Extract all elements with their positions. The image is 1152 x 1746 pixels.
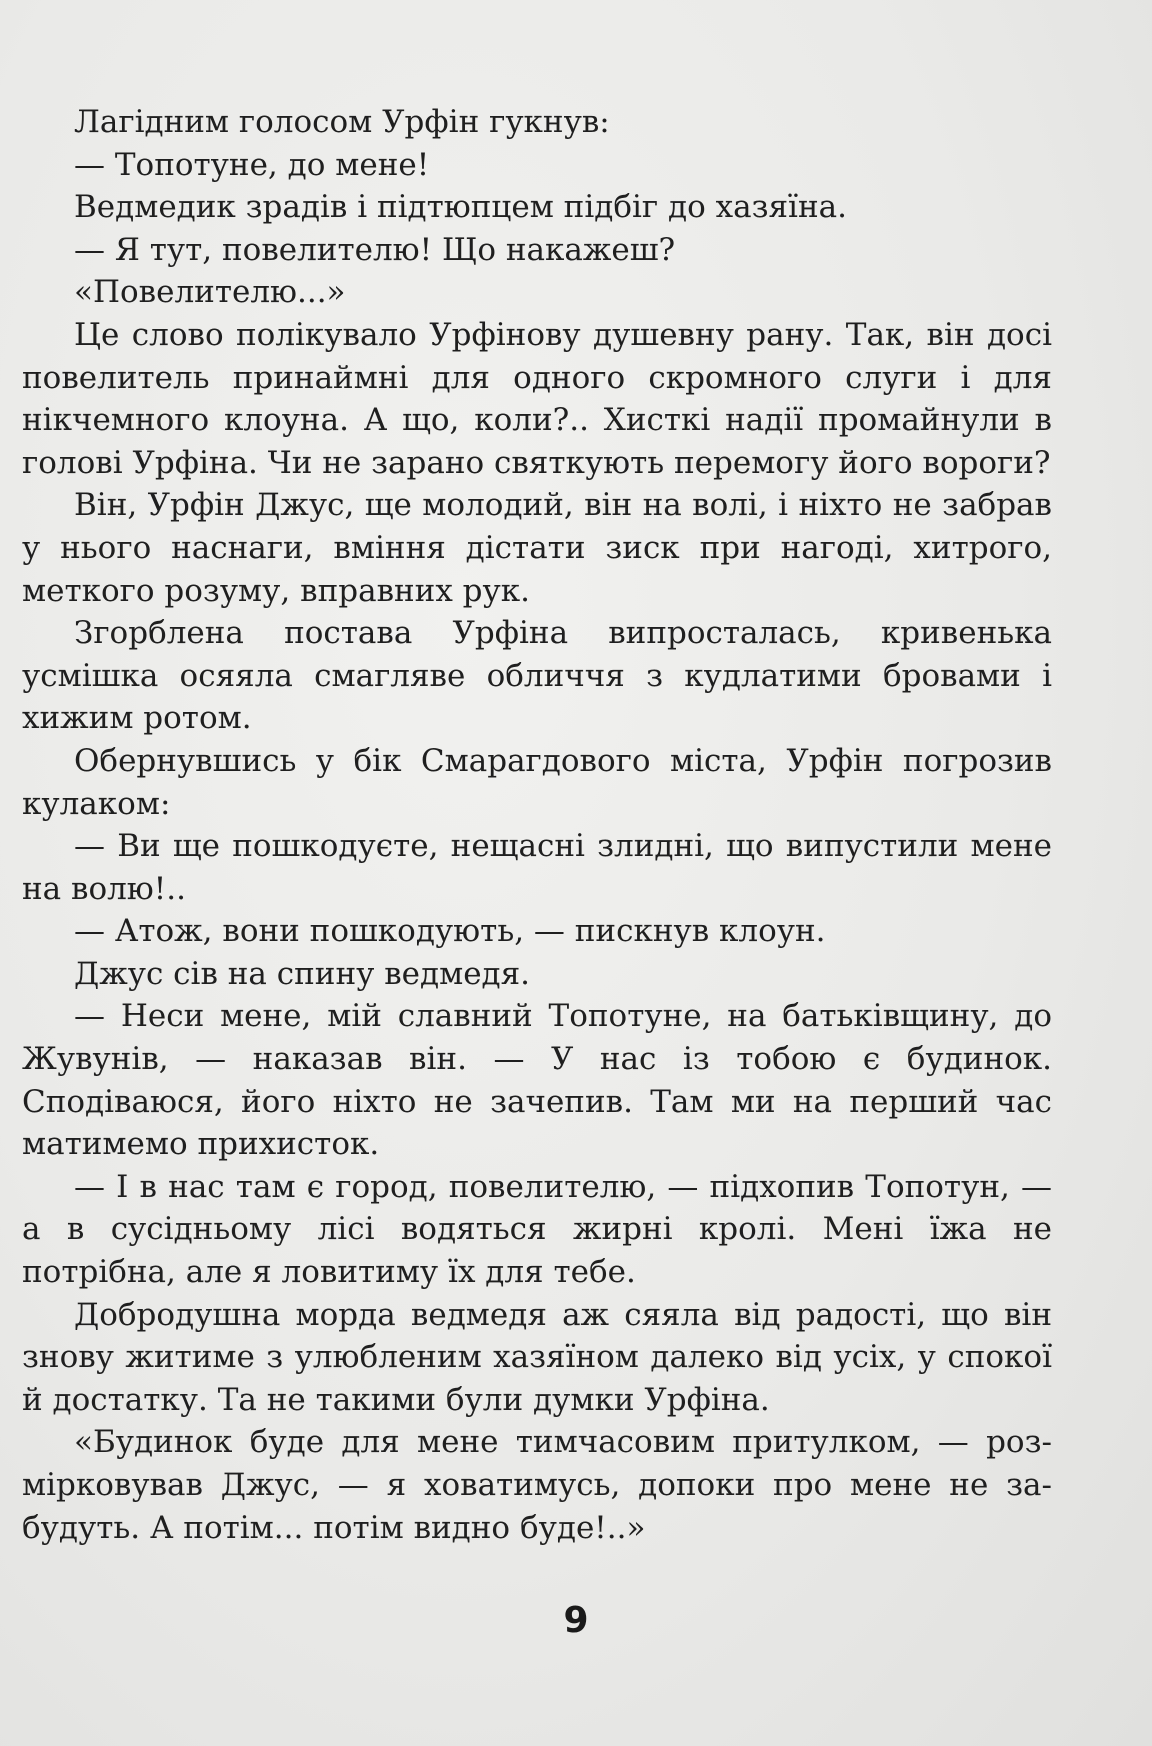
paragraph: — Топотуне, до мене! xyxy=(74,146,430,183)
paragraph: Він, Урфін Джус, ще молодий, він на волі, і ніхто не забрав у нього наснаги, вміння дістати зиск при нагоді, хитрого, меткого розуму, вправних рук. xyxy=(22,487,1052,609)
paragraph: Джус сів на спину ведмедя. xyxy=(74,955,531,992)
paragraph: — Неси мене, мій славний Топотуне, на батьківщину, до Жувунів, — наказав він. — У нас із тобою є будинок. Сподіваюся, його ніхто не зачепив. Там ми на перший час матимемо прихисток. xyxy=(22,998,1052,1163)
paragraph: — Атож, вони пошкодують, — пискнув клоун. xyxy=(74,913,826,950)
paragraph: Це слово полікувало Урфінову душевну рану. Так, він досі повелитель принаймні для одного скромного слуги і для нікчемного клоуна. А що, коли?.. Хисткі надії промайнули в голові Урфіна. Чи не зарано святкують перемогу його вороги? xyxy=(22,316,1052,481)
paragraph: — Ви ще пошкодуєте, нещасні злидні, що випустили мене на волю!.. xyxy=(22,828,1052,907)
paragraph: Обернувшись у бік Смарагдового міста, Урфін погрозив кулаком: xyxy=(22,742,1052,822)
page-number: 9 xyxy=(563,1600,589,1641)
paragraph: Ведмедик зрадів і підтюпцем підбіг до хазяїна. xyxy=(74,189,847,226)
paragraph: — І в нас там є город, повелителю, — підхопив Топотун, — а в сусідньому лісі водяться жирні кролі. Мені їжа не потрібна, але я ловитиму їх для тебе. xyxy=(22,1168,1052,1291)
paragraph: «Будинок буде для мене тимчасовим притулком, — розмірковував Джус, — я ховатимусь, допоки про мене не забудуть. А потім... потім видно буде!..» xyxy=(22,1424,1052,1546)
paragraph: — Я тут, повелителю! Що накажеш? xyxy=(74,231,676,268)
paragraph: Лагідним голосом Урфін гукнув: xyxy=(74,104,610,140)
body-text xyxy=(22,101,1052,1549)
paragraph: Згорблена постава Урфіна випросталась, кривенька усмішка осяяла смагляве обличчя з кудлатими бровами і хижим ротом. xyxy=(22,615,1052,737)
paragraph: Добродушна морда ведмедя аж сяяла від радості, що він знову житиме з улюбленим хазяїном далеко від усіх, у спокої й достатку. Та не такими були думки Урфіна. xyxy=(22,1296,1052,1418)
paragraph: «Повелителю...» xyxy=(74,274,346,311)
